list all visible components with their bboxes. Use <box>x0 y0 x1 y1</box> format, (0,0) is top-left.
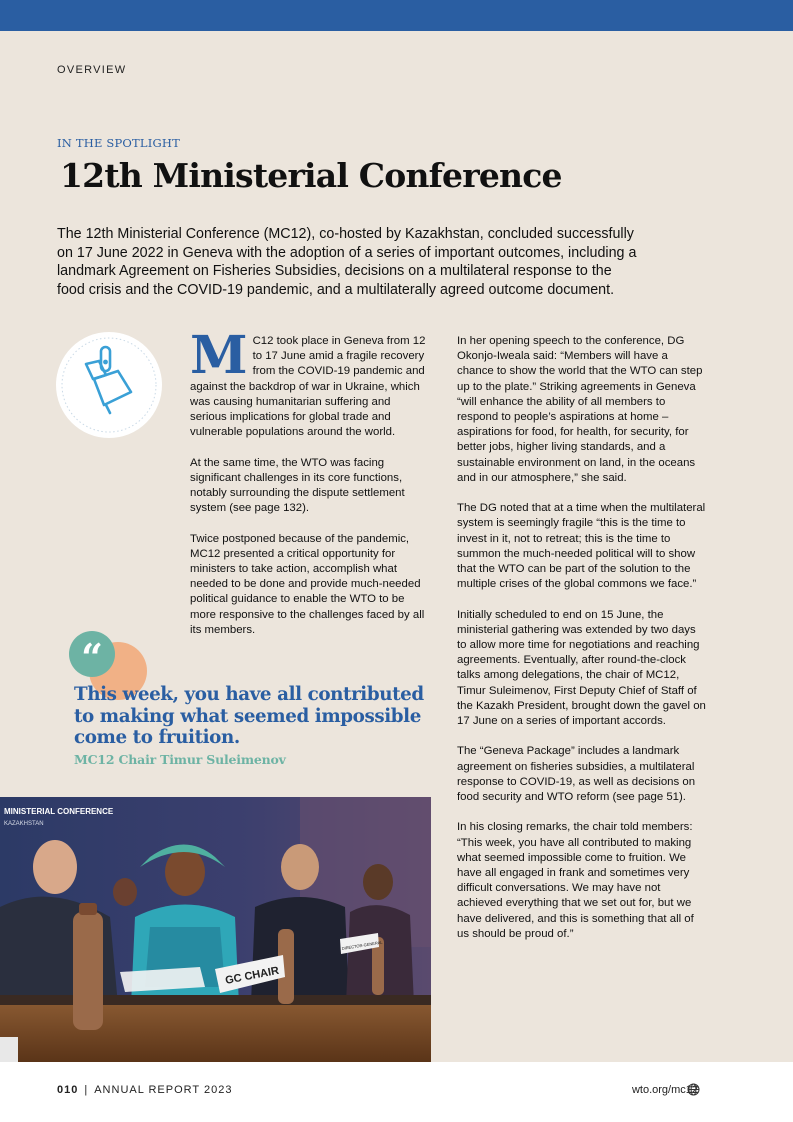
photo-banner-text: MINISTERIAL CONFERENCE <box>4 807 114 816</box>
body-paragraph: Initially scheduled to end on 15 June, the ministerial gathering was extended by two days to allow more time for negotiations and reaching agreements. Eventually, after round-the-clock talks among delegations, the chair of MC12, Timur Suleimenov, First Deputy Chief of Staff of the Kazakh President, brought down the gavel on 17 June on a series of important accords. <box>457 608 706 728</box>
body-paragraph: The “Geneva Package” includes a landmark agreement on fisheries subsidies, a multilateral response to COVID-19, as well as decisions on food security and WTO reform (see page 51). <box>457 745 696 804</box>
kicker: IN THE SPOTLIGHT <box>57 136 180 150</box>
spotlight-icon-badge <box>56 332 162 438</box>
pull-quote-attribution: MC12 Chair Timur Suleimenov <box>74 752 286 767</box>
body-paragraph: Twice postponed because of the pandemic, MC12 presented a critical opportunity for ministers to take action, accomplish what needed to be done and provide much-needed political guidance to enable the WTO to be more responsive to the challenges faced by all its members. <box>190 532 425 636</box>
conference-photo-illustration <box>0 797 431 1062</box>
nameplate-gc-chair: GC CHAIR <box>224 964 280 987</box>
page-number: 010 <box>57 1084 79 1096</box>
body-paragraph-text: C12 took place in Geneva from 12 to 17 June amid a fragile recovery from the COVID-19 pandemic and against the backdrop of war in Ukraine, which was causing humanitarian suffering and serious implications for global trade and vulnerable populations around the world. <box>190 335 426 439</box>
photo-banner-text-2: KAZAKHSTAN <box>4 821 44 827</box>
top-brand-bar <box>0 0 793 31</box>
quote-mark-glyph: “ <box>81 635 103 680</box>
section-label: OVERVIEW <box>57 64 127 76</box>
body-column-middle <box>190 325 430 653</box>
body-column-right <box>457 334 707 957</box>
body-paragraph: The DG noted that at a time when the multilateral system is seemingly fragile “this is the time to invest in it, not to retreat; this is the time to summon the much-needed political will to show that the WTO can be part of the solution to the multiple crises of the global commons we face.” <box>457 502 706 591</box>
quote-mark-icon <box>69 631 115 680</box>
intro-paragraph: The 12th Ministerial Conference (MC12), co-hosted by Kazakhstan, concluded successfully on 17 June 2022 in Geneva with the adoption of a series of important outcomes, including a landmark Agreement on Fisheries Subsidies, decisions on a multilateral response to the food crisis and the COVID-19 pandemic, and a multilaterally agreed outcome document. <box>57 226 637 298</box>
globe-icon <box>687 1083 700 1096</box>
footer-separator: | <box>84 1084 89 1096</box>
dropcap: M <box>190 325 248 386</box>
report-title: ANNUAL REPORT 2023 <box>94 1084 233 1096</box>
footer-page-info <box>57 1084 232 1096</box>
body-paragraph <box>190 325 430 440</box>
conference-photo <box>0 797 431 1062</box>
nameplate-dg: DIRECTOR-GENERAL <box>341 939 383 951</box>
spotlight-icon <box>56 332 162 438</box>
body-paragraph: At the same time, the WTO was facing significant challenges in its core functions, notably surrounding the dispute settlement system (see page 132). <box>190 456 405 515</box>
pull-quote: This week, you have all contributed to making what seemed impossible come to fruition. <box>74 684 424 748</box>
body-paragraph: In his closing remarks, the chair told members: “This week, you have all contributed to making what seemed impossible come to fruition. We have all engaged in frank and sometimes very difficult conversations. We may have not achieved everything that we set out for, but we have delivered, and this is something that all of us should be proud of.” <box>457 821 694 940</box>
page-title: 12th Ministerial Conference <box>60 156 562 195</box>
body-paragraph: In her opening speech to the conference, DG Okonjo-Iweala said: “Members will have a chance to show the world that the WTO can step up to the plate.” Striking agreements in Geneva “will enhance the ability of all members to respond to people’s aspirations at home – aspirations for food, for health, for security, for better jobs, higher living standards, and a sustainable environment on land, in the oceans and in our atmosphere,” she said. <box>457 335 703 484</box>
footer-url-link[interactable]: wto.org/mc12 <box>631 1084 698 1096</box>
